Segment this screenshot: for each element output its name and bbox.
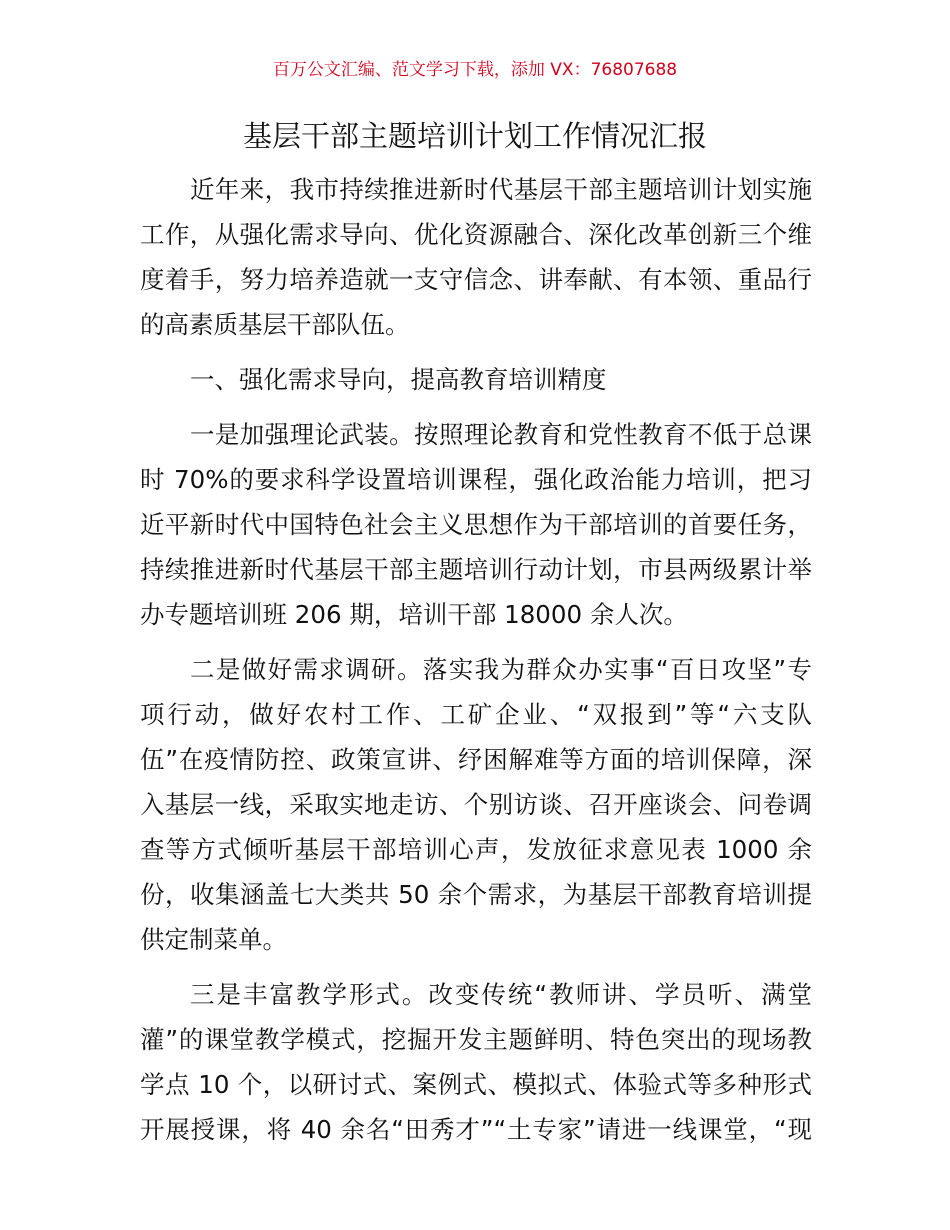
text-line: 份，收集涵盖七大类共 50 余个需求，为基层干部教育培训提 bbox=[140, 880, 812, 909]
section-heading-text: 一、强化需求导向，提高教育培训精度 bbox=[190, 365, 607, 394]
paragraph-theory bbox=[140, 412, 812, 637]
text-line: 二是做好需求调研。落实我为群众办实事“百日攻坚”专 bbox=[190, 655, 812, 684]
text-line: 办专题培训班 206 期，培训干部 18000 余人次。 bbox=[140, 600, 688, 629]
text-line: 项行动，做好农村工作、工矿企业、“双报到”等“六支队 bbox=[140, 700, 812, 729]
text-line: 伍”在疫情防控、政策宣讲、纾困解难等方面的培训保障，深 bbox=[140, 745, 812, 774]
paragraph-intro bbox=[140, 167, 812, 347]
text-line: 持续推进新时代基层干部主题培训行动计划，市县两级累计举 bbox=[140, 555, 812, 584]
header-watermark-note: 百万公文汇编、范文学习下载，添加 VX：76807688 bbox=[272, 60, 678, 80]
text-line: 时 70%的要求科学设置培训课程，强化政治能力培训，把习 bbox=[140, 465, 812, 494]
section-heading-1 bbox=[140, 357, 812, 402]
text-line: 近平新时代中国特色社会主义思想作为干部培训的首要任务， bbox=[140, 510, 812, 539]
text-line: 三是丰富教学形式。改变传统“教师讲、学员听、满堂 bbox=[190, 980, 812, 1009]
text-line: 查等方式倾听基层干部培训心声，发放征求意见表 1000 余 bbox=[140, 835, 812, 864]
document-body bbox=[140, 167, 812, 1162]
text-line: 近年来，我市持续推进新时代基层干部主题培训计划实施 bbox=[190, 175, 812, 204]
text-line: 开展授课，将 40 余名“田秀才”“土专家”请进一线课堂，“现 bbox=[140, 1115, 812, 1144]
document-title: 基层干部主题培训计划工作情况汇报 bbox=[242, 119, 707, 153]
text-line: 学点 10 个，以研讨式、案例式、模拟式、体验式等多种形式 bbox=[140, 1070, 812, 1099]
text-line: 供定制菜单。 bbox=[140, 925, 287, 954]
paragraph-teaching bbox=[140, 972, 812, 1152]
paragraph-research bbox=[140, 647, 812, 962]
text-line: 一是加强理论武装。按照理论教育和党性教育不低于总课 bbox=[190, 420, 812, 449]
text-line: 的高素质基层干部队伍。 bbox=[140, 310, 410, 339]
text-line: 灌”的课堂教学模式，挖掘开发主题鲜明、特色突出的现场教 bbox=[140, 1025, 812, 1054]
text-line: 入基层一线，采取实地走访、个别访谈、召开座谈会、问卷调 bbox=[140, 790, 812, 819]
text-line: 工作，从强化需求导向、优化资源融合、深化改革创新三个维 bbox=[140, 220, 812, 249]
text-line: 度着手，努力培养造就一支守信念、讲奉献、有本领、重品行 bbox=[140, 265, 812, 294]
